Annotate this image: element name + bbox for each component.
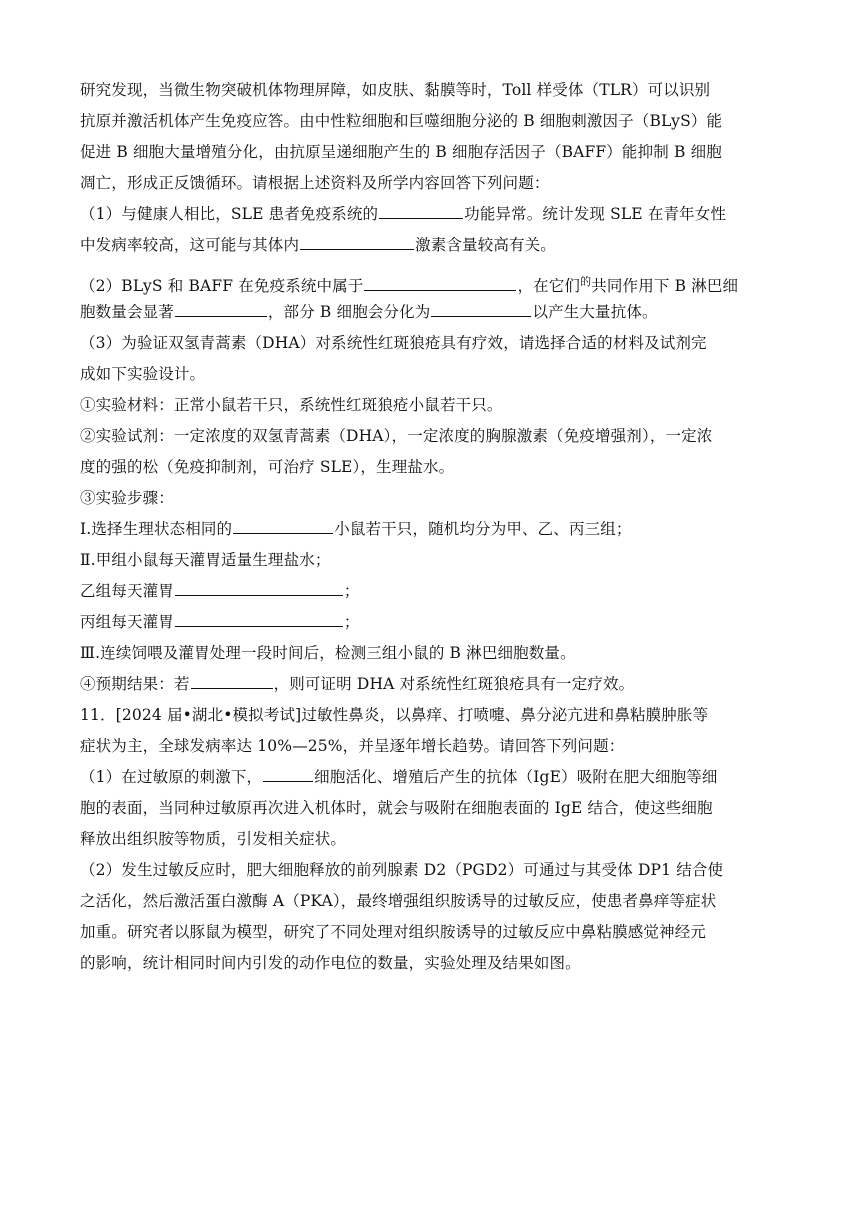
q1-text-b: 功能异常。统计发现 SLE 在青年女性 <box>464 205 727 223</box>
q3-step-2: Ⅱ.甲组小鼠每天灌胃适量生理盐水； <box>80 551 331 569</box>
q2-text-d: 胞数量会显著 <box>80 303 174 321</box>
q3-reagents-1: ②实验试剂：一定浓度的双氢青蒿素（DHA），一定浓度的胸腺激素（免疫增强剂），一定浓 <box>80 427 713 445</box>
q3-reagents-2: 度的强的松（免疫抑制剂，可治疗 SLE），生理盐水。 <box>80 458 455 476</box>
q2-blank-3[interactable] <box>431 298 531 317</box>
q1-line-1 <box>80 199 782 230</box>
q3-step-2-group-b <box>80 576 782 607</box>
q3-step-2-group-c <box>80 607 782 638</box>
q3-step-3: Ⅲ.连续饲喂及灌胃处理一段时间后，检测三组小鼠的 B 淋巴细胞数量。 <box>80 644 576 662</box>
q2-line-2 <box>80 297 782 328</box>
intro-line-1: 研究发现，当微生物突破机体物理屏障，如皮肤、黏膜等时，Toll 样受体（TLR）可以识别 <box>80 81 711 99</box>
q3-result-text-a: ④预期结果：若 <box>80 675 190 693</box>
q1-blank-2[interactable] <box>300 231 414 250</box>
q2-line-1 <box>80 266 782 297</box>
q2-text-a: （2）BLyS 和 BAFF 在免疫系统中属于 <box>80 277 364 295</box>
q3-line-1: （3）为验证双氢青蒿素（DHA）对系统性红斑狼疮具有疗效，请选择合适的材料及试剂完 <box>80 334 707 352</box>
q3-group-c-text: 丙组每天灌胃 <box>80 613 174 631</box>
q3-semicolon-2: ； <box>343 613 360 631</box>
document-body <box>80 75 782 979</box>
intro-line-4: 凋亡，形成正反馈循环。请根据上述资料及所学内容回答下列问题： <box>80 174 550 192</box>
q1-blank-1[interactable] <box>379 200 463 219</box>
q2-text-e: ，部分 B 细胞会分化为 <box>267 303 431 321</box>
q3-materials: ①实验材料：正常小鼠若干只，系统性红斑狼疮小鼠若干只。 <box>80 396 503 414</box>
q3-semicolon-1: ； <box>343 582 360 600</box>
q11-p1-text-b: 细胞活化、增殖后产生的抗体（IgE）吸附在肥大细胞等细 <box>314 768 718 786</box>
q3-result-text-b: ，则可证明 DHA 对系统性红斑狼疮具有一定疗效。 <box>273 675 635 693</box>
q11-p1-text-a: （1）在过敏原的刺激下， <box>80 768 263 786</box>
q3-step-1-text-b: 小鼠若干只，随机均分为甲、乙、丙三组； <box>334 520 632 538</box>
q2-blank-2[interactable] <box>175 298 267 317</box>
q1-text-a: （1）与健康人相比，SLE 患者免疫系统的 <box>80 205 379 223</box>
q11-part2-line-4: 的影响，统计相同时间内引发的动作电位的数量，实验处理及结果如图。 <box>80 954 581 972</box>
q3-blank-2[interactable] <box>175 577 343 596</box>
q3-blank-1[interactable] <box>233 515 333 534</box>
q11-part1-line-1 <box>80 762 782 793</box>
q2-blank-1[interactable] <box>364 272 516 291</box>
q3-blank-4[interactable] <box>191 670 273 689</box>
q11-line-2: 症状为主，全球发病率达 10%—25%，并呈逐年增长趋势。请回答下列问题： <box>80 737 625 755</box>
q11-part1-line-2: 胞的表面，当同种过敏原再次进入机体时，就会与吸附在细胞表面的 IgE 结合，使这些细胞 <box>80 799 713 817</box>
q11-blank-1[interactable] <box>263 763 313 782</box>
q1-line-2 <box>80 230 782 261</box>
q1-text-c: 中发病率较高，这可能与其体内 <box>80 236 300 254</box>
q3-blank-3[interactable] <box>175 608 343 627</box>
q11-part2-line-1: （2）发生过敏反应时，肥大细胞释放的前列腺素 D2（PGD2）可通过与其受体 DP1 结合使 <box>80 861 724 879</box>
q2-text-f: 以产生大量抗体。 <box>532 303 658 321</box>
q3-step-1-text-a: Ⅰ.选择生理状态相同的 <box>80 520 233 538</box>
q3-group-b-text: 乙组每天灌胃 <box>80 582 174 600</box>
q1-text-d: 激素含量较高有关。 <box>415 236 556 254</box>
q2-text-b: ，在它们 <box>517 277 581 295</box>
q3-steps-heading: ③实验步骤： <box>80 489 174 507</box>
q3-step-1 <box>80 514 782 545</box>
q3-result <box>80 669 782 700</box>
q11-part2-line-3: 加重。研究者以豚鼠为模型，研究了不同处理对组织胺诱导的过敏反应中鼻粘膜感觉神经元 <box>80 923 707 941</box>
intro-line-3: 促进 B 细胞大量增殖分化，由抗原呈递细胞产生的 B 细胞存活因子（BAFF）能抑制 B 细胞 <box>80 143 722 161</box>
q2-text-c: 共同作用下 B 淋巴细 <box>591 277 739 295</box>
intro-line-2: 抗原并激活机体产生免疫应答。由中性粒细胞和巨噬细胞分泌的 B 细胞刺激因子（BLyS）能 <box>80 112 723 130</box>
q11-part2-line-2: 之活化，然后激活蛋白激酶 A（PKA），最终增强组织胺诱导的过敏反应，使患者鼻痒等症状 <box>80 892 717 910</box>
q11-line-1: 11．[2024 届•湖北•模拟考试]过敏性鼻炎，以鼻痒、打喷嚏、鼻分泌亢进和鼻粘膜肿胀等 <box>80 706 709 724</box>
q11-part1-line-3: 释放出组织胺等物质，引发相关症状。 <box>80 830 347 848</box>
q3-line-2: 成如下实验设计。 <box>80 365 206 383</box>
q2-superscript: 的 <box>580 275 592 288</box>
